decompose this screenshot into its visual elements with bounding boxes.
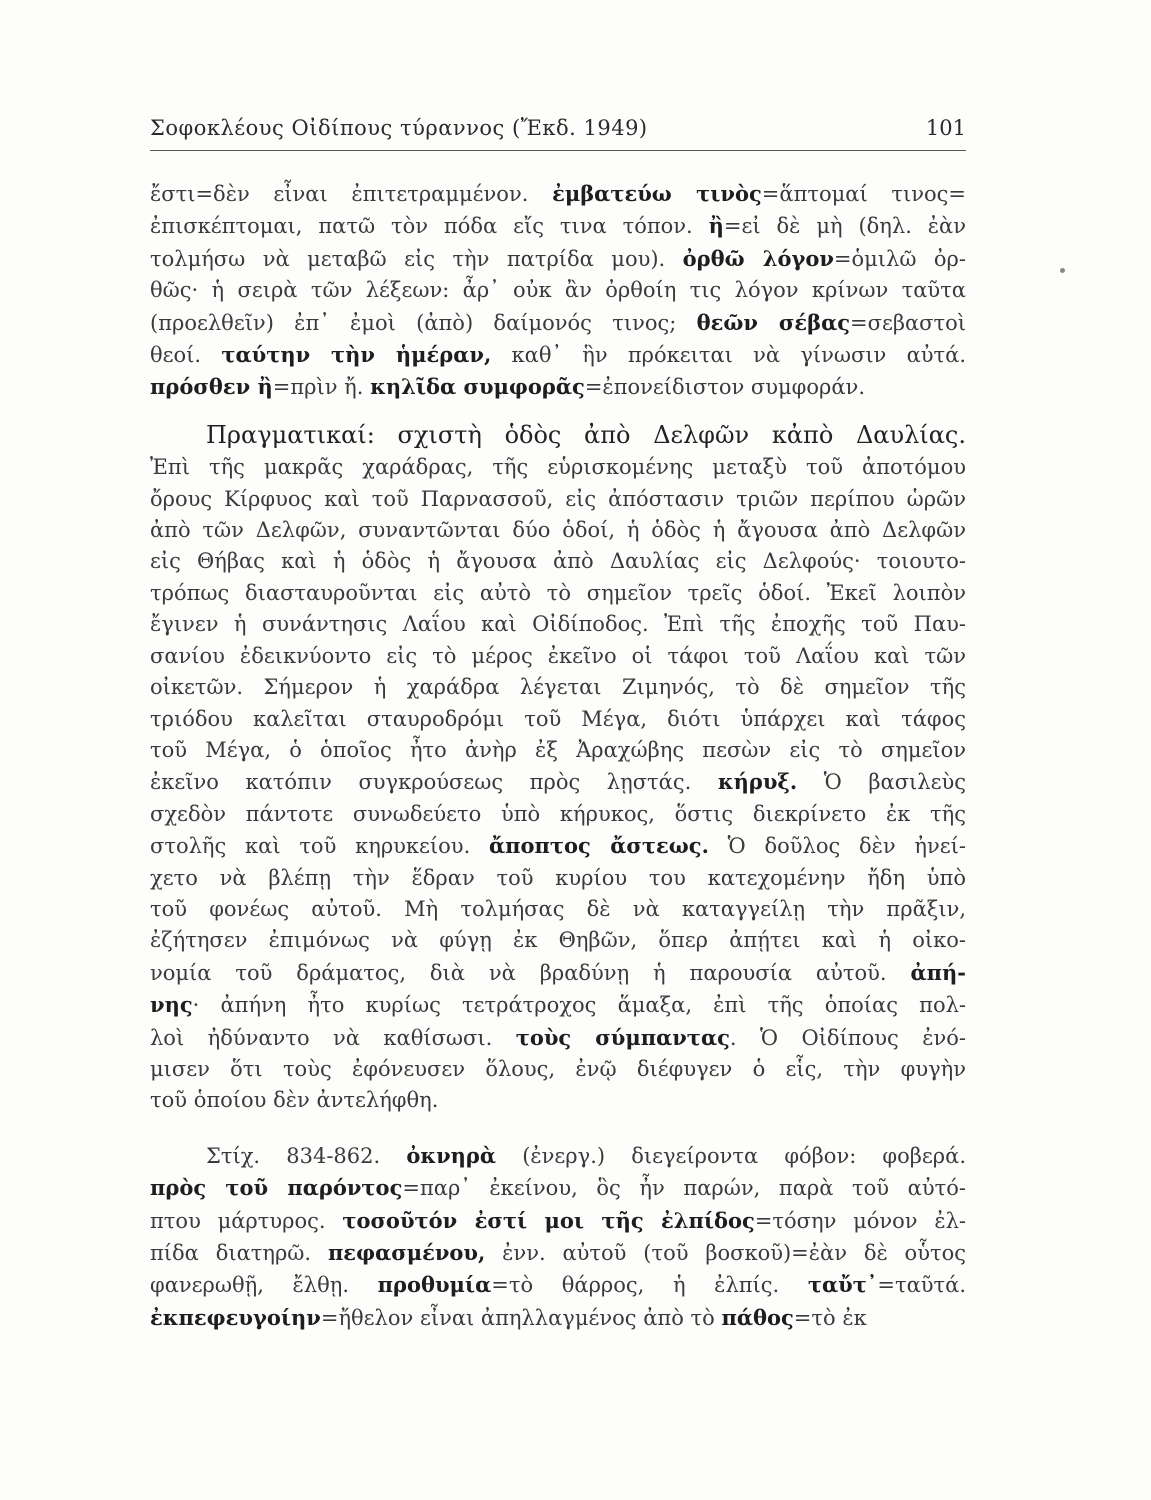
lemma-bold: ὀκνηρὰ [406, 1142, 497, 1168]
running-header [150, 116, 966, 152]
text-line [150, 1022, 966, 1054]
text-line [150, 371, 966, 403]
text-line [150, 672, 966, 703]
lemma-bold: ἢ [708, 213, 724, 239]
heading-label: Πραγματικαί [206, 420, 367, 449]
text-line [150, 704, 966, 735]
text-run: τοῦ φονέως αὐτοῦ. Μὴ τολμήσας δὲ νὰ καταγγείλῃ τὴν πρᾶξιν, [150, 896, 966, 921]
text-run: καθ᾽ ἣν πρόκειται νὰ γίνωσιν αὐτά. [491, 343, 966, 368]
text-line [150, 799, 966, 830]
text-line [150, 275, 966, 306]
text-run: μισεν ὅτι τοὺς ἐφόνευσεν ὅλους, ἐνῷ διέφυγεν ὁ εἷς, τὴν φυγὴν [150, 1056, 966, 1081]
text-run: ἀπὸ τῶν Δελφῶν, συναντῶνται δύο ὁδοί, ἡ ὁδὸς ἡ ἄγουσα ἀπὸ Δελφῶν [150, 518, 966, 543]
text-run: θῶς· ἡ σειρὰ τῶν λέξεων: ἆρ᾽ οὐκ ἂν ὀρθοίη τις λόγον κρίνων ταῦτα [150, 278, 966, 303]
text-run: =ὁμιλῶ ὀρ- [833, 246, 966, 271]
lemma-bold: κηλῖδα συμφορᾶς [370, 374, 585, 400]
text-run: · ἀπήνη ἦτο κυρίως τετράτροχος ἅμαξα, ἐπὶ τῆς ὁποίας πολ- [192, 993, 966, 1018]
lemma-bold: ταύτην τὴν ἡμέραν, [221, 342, 492, 368]
lemma-bold: ἄποπτος ἄστεως. [489, 833, 709, 859]
text-run: . Ὁ Οἰδίπους ἐνό- [729, 1025, 966, 1050]
text-line [150, 766, 966, 798]
text-run: Ὁ βασιλεὺς [797, 770, 966, 795]
text-run: ἔγινεν ἡ συνάντησις Λαΐου καὶ Οἰδίποδος. Ἐπὶ τῆς ἐποχῆς τοῦ Παυ- [150, 612, 966, 637]
text-run: λοὶ ἠδύναντο νὰ καθίσωσι. [150, 1025, 516, 1050]
paragraph-heading [150, 420, 966, 452]
text-run: =πρὶν ἤ. [272, 375, 371, 400]
text-run: τολμήσω νὰ μεταβῶ εἰς τὴν πατρίδα μου). [150, 246, 683, 271]
lemma-bold: θεῶν σέβας [696, 309, 851, 335]
text-line [150, 925, 966, 956]
text-run: =ἐπονείδιστον συμφοράν. [584, 375, 865, 400]
text-line [150, 1172, 966, 1204]
lemma-bold: ἀπή- [910, 959, 966, 985]
text-run: ἐπισκέπτομαι, πατῶ τὸν πόδα εἴς τινα τόπον. [150, 214, 709, 239]
text-line [150, 1140, 966, 1172]
text-run: τριόδου καλεῖται σταυροδρόμι τοῦ Μέγα, διότι ὑπάρχει καὶ τάφος [150, 706, 966, 731]
text-line [150, 1205, 966, 1237]
text-line [150, 1302, 966, 1334]
text-line [150, 609, 966, 640]
text-line [150, 546, 966, 577]
text-run: ἐζήτησεν ἐπιμόνως νὰ φύγῃ ἐκ Θηβῶν, ὅπερ ἀπῄτει καὶ ἡ οἰκο- [150, 928, 966, 953]
text-run: φανερωθῇ, ἔλθῃ. [150, 1273, 378, 1298]
text-line [150, 735, 966, 766]
lemma-bold: ταὔτ᾽ [807, 1272, 878, 1298]
lemma-bold: πρὸς τοῦ παρόντος [150, 1175, 403, 1201]
margin-dot [1060, 268, 1065, 273]
lemma-bold: ἐκπεφευγοίην [150, 1304, 321, 1330]
text-line [150, 452, 966, 483]
text-line [150, 515, 966, 546]
paragraph-glossary [150, 178, 966, 404]
text-run: (ἐνεργ.) διεγείροντα φόβον: φοβερά. [496, 1143, 966, 1168]
text-run: Στίχ. 834-862. [206, 1143, 407, 1168]
lemma-bold: κήρυξ. [717, 769, 798, 795]
text-run: =ταῦτά. [877, 1273, 966, 1298]
text-line [150, 1269, 966, 1301]
lemma-bold: ἐμβατεύω τινὸς [552, 181, 762, 206]
lemma-bold: τοσοῦτόν ἐστί μοι τῆς ἐλπίδος [342, 1207, 755, 1233]
paragraph-verses [150, 1140, 966, 1334]
text-line [150, 830, 966, 862]
text-line [150, 307, 966, 339]
text-run: =ἅπτομαί τινος= [761, 182, 966, 206]
lemma-bold: ὀρθῶ λόγον [682, 245, 834, 271]
text-run: Ἐπὶ τῆς μακρᾶς χαράδρας, τῆς εὑρισκομένης μεταξὺ τοῦ ἀποτόμου [150, 455, 966, 480]
text-run: σχεδὸν πάντοτε συνωδεύετο ὑπὸ κήρυκος, ὅστις διεκρίνετο ἐκ τῆς [150, 801, 966, 826]
text-run: χετο νὰ βλέπῃ τὴν ἕδραν τοῦ κυρίου του κατεχομένην ἤδη ὑπὸ [150, 865, 966, 890]
text-line [150, 339, 966, 371]
page-body [150, 178, 966, 1334]
text-line [150, 957, 966, 989]
lemma-bold: νης [150, 992, 193, 1018]
heading-rest: : σχιστὴ ὁδὸς ἀπὸ Δελφῶν κἀπὸ Δαυλίας. [366, 420, 966, 449]
text-line [150, 578, 966, 609]
text-run: =παρ᾽ ἐκείνου, ὃς ἦν παρών, παρὰ τοῦ αὐτό- [402, 1176, 966, 1201]
text-run: πτου μάρτυρος. [150, 1208, 343, 1233]
text-run: ἔστι=δὲν εἶναι ἐπιτετραμμένον. [150, 182, 553, 206]
text-run: =τὸ θάρρος, ἡ ἐλπίς. [491, 1273, 808, 1298]
text-line [150, 641, 966, 672]
lemma-bold: τοὺς σύμπαντας [515, 1024, 730, 1050]
lemma-bold: πάθος [721, 1304, 794, 1330]
header-title: Σοφοκλέους Οἰδίπους τύραννος (Ἔκδ. 1949) [150, 116, 648, 140]
page-number: 101 [925, 116, 966, 140]
text-line [150, 210, 966, 242]
text-run: Ὁ δοῦλος δὲν ἠνεί- [708, 834, 966, 859]
text-run: πίδα διατηρῶ. [150, 1241, 328, 1265]
paragraph-topography [150, 452, 966, 1117]
lemma-bold: πρόσθεν ἢ [150, 374, 273, 400]
text-run: θεοί. [150, 343, 222, 368]
text-run: τοῦ Μέγα, ὁ ὁποῖος ἦτο ἀνὴρ ἐξ Ἀραχώβης πεσὼν εἰς τὸ σημεῖον [150, 737, 966, 762]
lemma-bold: πεφασμένου, [327, 1240, 486, 1265]
text-run: σανίου ἐδεικνύοντο εἰς τὸ μέρος ἐκεῖνο οἱ τάφοι τοῦ Λαΐου καὶ τῶν [150, 643, 966, 668]
text-run: =εἰ δὲ μὴ (δηλ. ἐὰν [723, 214, 966, 239]
text-line [150, 178, 966, 210]
text-run: στολῆς καὶ τοῦ κηρυκείου. [150, 834, 490, 859]
text-line [150, 894, 966, 925]
text-line [150, 243, 966, 275]
text-line [150, 484, 966, 515]
text-run: (προελθεῖν) ἐπ᾽ ἐμοὶ (ἀπὸ) δαίμονός τινος; [150, 310, 697, 335]
text-run: οἰκετῶν. Σήμερον ἡ χαράδρα λέγεται Ζιμηνός, τὸ δὲ σημεῖον τῆς [150, 675, 966, 700]
text-run: ἐκεῖνο κατόπιν συγκρούσεως πρὸς λῃστάς. [150, 770, 718, 795]
text-line [150, 989, 966, 1021]
text-run: =σεβαστοὶ [850, 310, 966, 335]
text-run: =τὸ ἐκ [793, 1305, 867, 1330]
text-run: τοῦ ὁποίου δὲν ἀντελήφθη. [150, 1088, 439, 1113]
text-run: εἰς Θήβας καὶ ἡ ὁδὸς ἡ ἄγουσα ἀπὸ Δαυλίας εἰς Δελφούς· τοιουτο- [150, 549, 966, 574]
text-run: =ἤθελον εἶναι ἀπηλλαγμένος ἀπὸ τὸ [320, 1305, 722, 1330]
text-run: =τόσην μόνον ἐλ- [754, 1208, 966, 1233]
text-line [150, 1085, 966, 1116]
text-line [150, 1237, 966, 1269]
text-run: τρόπως διασταυροῦνται εἰς αὐτὸ τὸ σημεῖον τρεῖς ὁδοί. Ἐκεῖ λοιπὸν [150, 580, 966, 605]
text-run: ὄρους Κίρφυος καὶ τοῦ Παρνασσοῦ, εἰς ἀπόστασιν τριῶν περίπου ὡρῶν [150, 486, 966, 511]
text-line [150, 863, 966, 894]
text-run: νομία τοῦ δράματος, διὰ νὰ βραδύνῃ ἡ παρουσία αὐτοῦ. [150, 960, 911, 985]
lemma-bold: προθυμία [377, 1272, 492, 1298]
header-rule [150, 150, 966, 151]
text-line [150, 1054, 966, 1085]
text-run: ἐνν. αὐτοῦ (τοῦ βοσκοῦ)=ἐὰν δὲ οὗτος [485, 1241, 966, 1265]
